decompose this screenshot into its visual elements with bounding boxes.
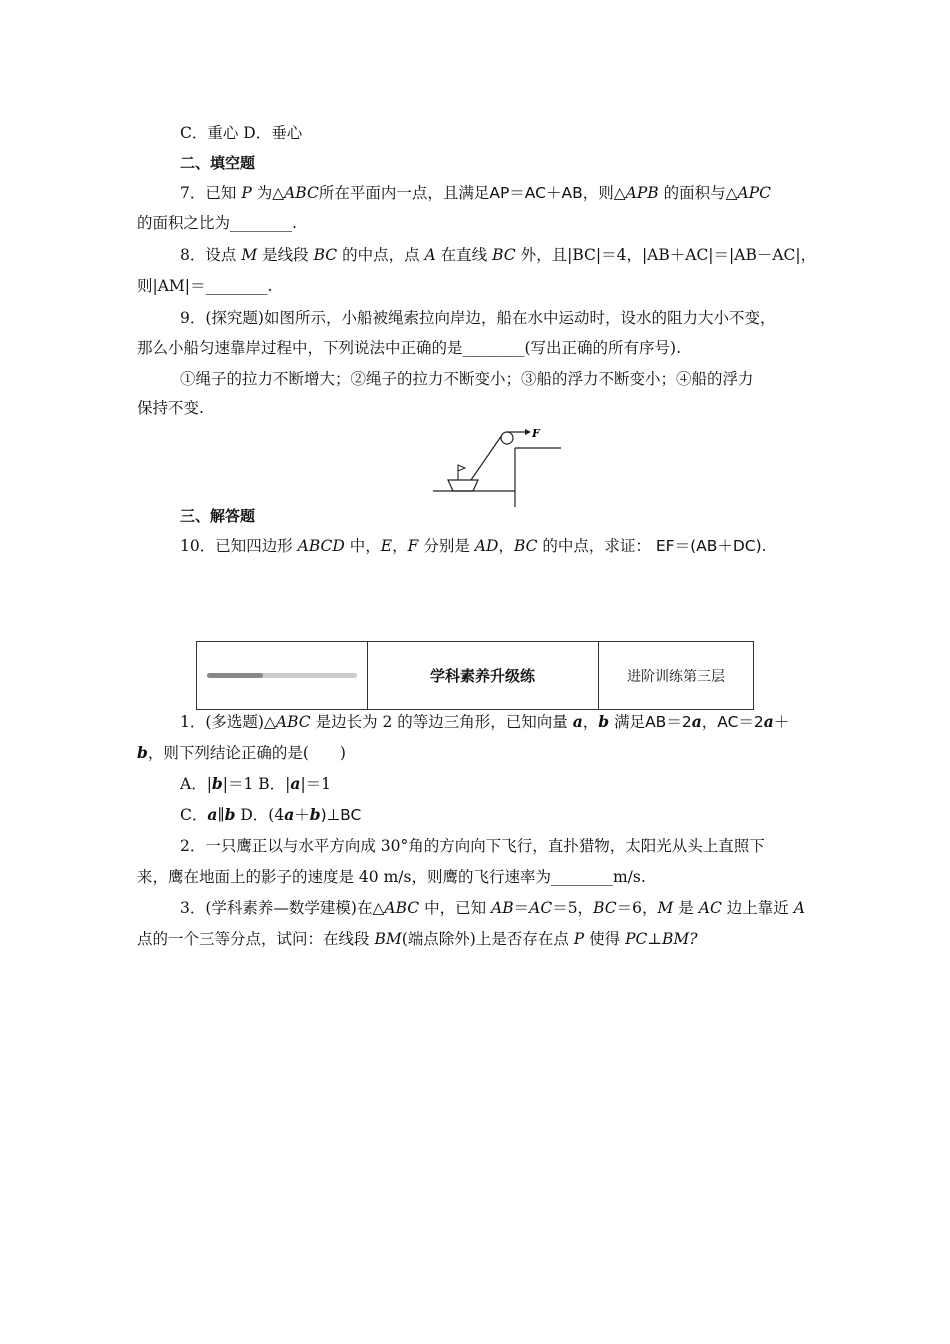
force-arrow-head xyxy=(525,429,531,435)
question-10: 10．已知四边形 ABCD 中，E，F 分别是 AD，BC 的中点，求证： EF＝(AB＋DC). xyxy=(180,537,767,555)
question-7-line1: 7．已知 P 为△ABC所在平面内一点，且满足AP＝AC＋AB，则△APB 的面积与△APC xyxy=(180,184,771,202)
question-9-line1: 9．(探究题)如图所示，小船被绳索拉向岸边，船在水中运动时，设水的阻力大小不变， xyxy=(180,309,776,327)
banner-level: 进阶训练第三层 xyxy=(627,668,725,685)
progress-bar-fill xyxy=(207,673,263,678)
banner-progress-cell xyxy=(197,642,368,709)
banner-title: 学科素养升级练 xyxy=(367,642,599,709)
question-9-line2: 那么小船匀速靠岸过程中，下列说法中正确的是________(写出正确的所有序号). xyxy=(137,339,682,357)
problem-1-line1: 1．(多选题)△ABC 是边长为 2 的等边三角形，已知向量 a，b 满足AB＝2a，AC＝2a＋ xyxy=(180,712,790,731)
boat xyxy=(448,480,478,491)
section-heading-solutions: 三、解答题 xyxy=(180,507,256,525)
question-9-line3: ①绳子的拉力不断增大；②绳子的拉力不断变小；③船的浮力不断变小；④船的浮力 xyxy=(180,370,754,388)
problem-3-line2: 点的一个三等分点，试问：在线段 BM(端点除外)上是否存在点 P 使得 PC⊥BM? xyxy=(137,930,698,948)
progress-bar xyxy=(207,673,357,678)
section-heading-fill-in: 二、填空题 xyxy=(180,154,256,172)
problem-1-line2: b，则下列结论正确的是( ) xyxy=(137,743,346,762)
boat-rope-figure xyxy=(428,425,568,510)
pulley xyxy=(501,432,513,444)
boat-flag xyxy=(458,465,465,471)
question-7-line2: 的面积之比为________. xyxy=(137,214,297,232)
q6-options-cd: C．重心 D．垂心 xyxy=(180,124,303,142)
problem-1-options-ab: A．|b|＝1 B．|a|＝1 xyxy=(180,774,332,793)
section-banner xyxy=(196,641,754,710)
rope xyxy=(471,435,502,480)
force-label: F xyxy=(532,427,540,440)
problem-2-line1: 2．一只鹰正以与水平方向成 30°角的方向向下飞行，直扑猎物，太阳光从头上直照下 xyxy=(180,837,765,855)
problem-3-line1: 3．(学科素养—数学建模)在△ABC 中，已知 AB＝AC＝5，BC＝6，M 是 AC 边上靠近 A xyxy=(180,899,805,917)
problem-1-options-cd: C．a∥b D．(4a＋b)⊥BC xyxy=(180,805,362,824)
question-9-line4: 保持不变. xyxy=(137,399,204,417)
question-8-line2: 则|AM|＝________. xyxy=(137,277,273,295)
question-8-line1: 8．设点 M 是线段 BC 的中点，点 A 在直线 BC 外，且|BC|＝4，|AB＋AC|＝|AB－AC|， xyxy=(180,246,817,264)
problem-2-line2: 来，鹰在地面上的影子的速度是 40 m/s，则鹰的飞行速率为________m/s. xyxy=(137,868,646,886)
